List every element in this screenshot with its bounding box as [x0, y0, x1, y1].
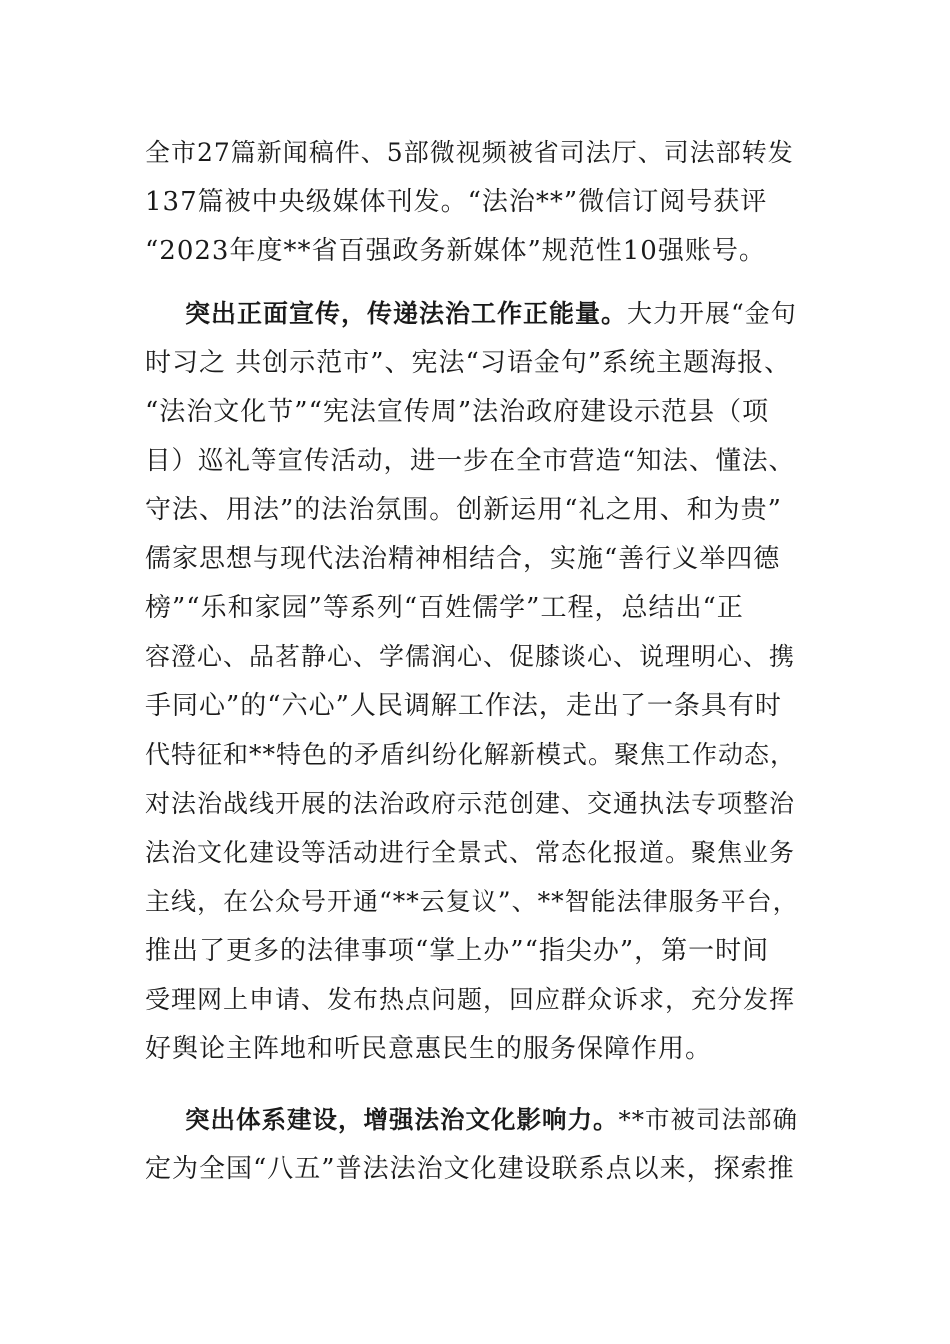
- paragraph-2-line-12: 法治文化建设等活动进行全景式、常态化报道。聚焦业务: [145, 838, 796, 867]
- paragraph-2-line-7: 榜”“乐和家园”等系列“百姓儒学”工程，总结出“正: [145, 593, 744, 623]
- paragraph-1-line-3: “2023年度**省百强政务新媒体”规范性10强账号。: [145, 236, 766, 266]
- paragraph-2-line-10: 代特征和**特色的矛盾纠纷化解新模式。聚焦工作动态，: [145, 740, 797, 769]
- paragraph-2-line-1: [185, 294, 805, 334]
- paragraph-2-heading: 突出正面宣传，传递法治工作正能量。: [185, 299, 628, 328]
- paragraph-2-line-9: 手同心”的“六心”人民调解工作法，走出了一条具有时: [145, 691, 782, 721]
- paragraph-1-line-2: 137篇被中央级媒体刊发。“法治**”微信订阅号获评: [145, 187, 768, 217]
- paragraph-3-line-2: 定为全国“八五”普法法治文化建设联系点以来，探索推: [145, 1154, 795, 1184]
- paragraph-2-line-13: 主线，在公众号开通“**云复议”、**智能法律服务平台，: [145, 887, 799, 916]
- paragraph-3-line-1: [185, 1100, 805, 1140]
- paragraph-2-line-1-text: 大力开展“金句: [627, 299, 797, 328]
- paragraph-2-line-5: 守法、用法”的法治氛围。创新运用“礼之用、和为贵”: [145, 495, 782, 525]
- paragraph-2-line-8: 容澄心、品茗静心、学儒润心、促膝谈心、说理明心、携: [145, 642, 796, 671]
- paragraph-2-line-15: 受理网上申请、发布热点问题，回应群众诉求，充分发挥: [145, 985, 796, 1014]
- paragraph-2-line-14: 推出了更多的法律事项“掌上办”“指尖办”，第一时间: [145, 936, 770, 966]
- paragraph-1-line-1: 全市27篇新闻稿件、5部微视频被省司法厅、司法部转发: [145, 138, 794, 167]
- paragraph-2-line-6: 儒家思想与现代法治精神相结合，实施“善行义举四德: [145, 544, 781, 574]
- paragraph-2-line-4: 目）巡礼等宣传活动，进一步在全市营造“知法、懂法、: [145, 446, 796, 476]
- paragraph-2-line-3: “法治文化节”“宪法宣传周”法治政府建设示范县（项: [145, 397, 770, 427]
- paragraph-2-line-11: 对法治战线开展的法治政府示范创建、交通执法专项整治: [145, 789, 796, 818]
- paragraph-3-heading: 突出体系建设，增强法治文化影响力。: [185, 1105, 619, 1134]
- paragraph-2-line-2: 时习之 共创示范市”、宪法“习语金句”系统主题海报、: [145, 348, 792, 378]
- paragraph-2-line-16: 好舆论主阵地和听民意惠民生的服务保障作用。: [145, 1034, 713, 1064]
- paragraph-3-line-1-text: **市被司法部确: [618, 1105, 798, 1134]
